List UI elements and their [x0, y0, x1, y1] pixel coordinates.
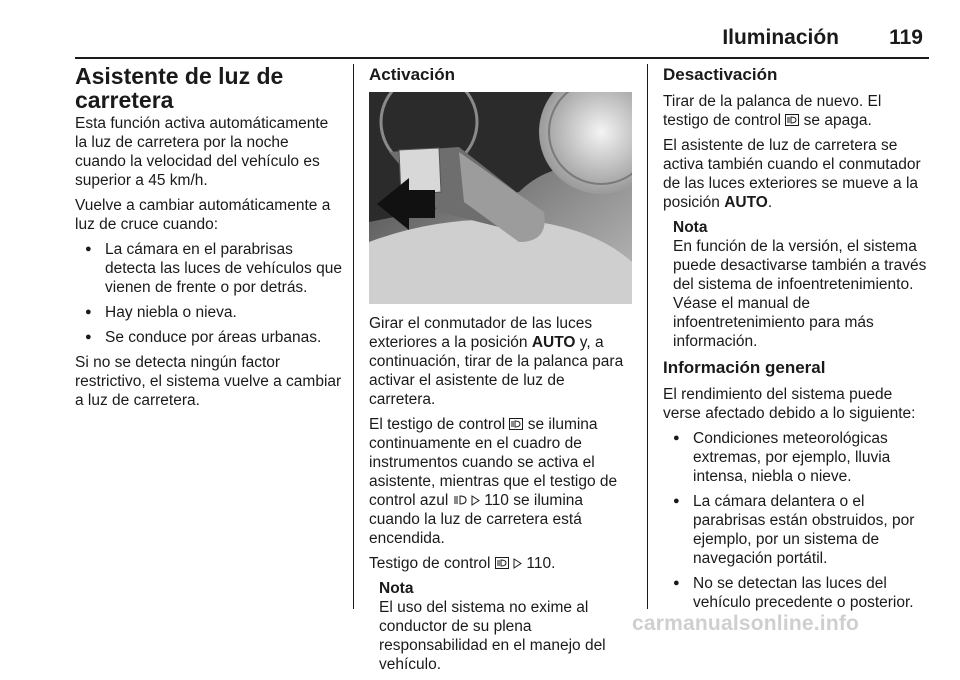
note-heading: Nota [379, 580, 414, 597]
paragraph: Testigo de control 110. [369, 555, 556, 572]
note-text: El uso del sistema no exime al conductor de su plena responsabilidad en el manejo del vehículo. [379, 599, 606, 673]
subsection-heading: Información general [663, 358, 826, 377]
list-item: ● Se conduce por áreas urbanas. [75, 328, 343, 347]
column-divider [353, 64, 354, 609]
cross-reference-icon [513, 558, 522, 569]
auto-position-label: AUTO [724, 194, 768, 211]
high-beam-assist-indicator-icon [785, 114, 799, 126]
paragraph: Girar el conmutador de las luces exteriores a la posición AUTO y, a continuación, tirar de la palanca para activar el asistente de luz de carretera. [369, 315, 624, 408]
light-switch-photo [369, 92, 632, 304]
bullet-list [663, 429, 931, 612]
note-text: En función de la versión, el sistema puede desactivarse también a través del sistema de infoentretenimiento. Véase el manual de infoentretenimiento para más información. [673, 238, 927, 350]
auto-position-label: AUTO [531, 334, 576, 351]
high-beam-assist-indicator-icon [509, 418, 523, 430]
header-rule [75, 57, 929, 59]
page-number: 119 [889, 26, 923, 49]
bullet-list [75, 240, 343, 347]
column-2 [369, 64, 634, 680]
section-heading: Asistente de luz de carretera [75, 63, 284, 113]
page-reference: 110 [484, 492, 509, 509]
paragraph: Tirar de la palanca de nuevo. El testigo de control se apaga. [663, 93, 882, 129]
column-divider [647, 64, 648, 609]
list-item: ● Condiciones meteorológicas extremas, por ejemplo, lluvia intensa, niebla o nieve. [663, 429, 931, 486]
high-beam-indicator-icon [453, 494, 467, 506]
paragraph: Vuelve a cambiar automáticamente a luz de cruce cuando: [75, 197, 331, 233]
list-item: ● Hay niebla o nieva. [75, 303, 343, 322]
subsection-heading: Desactivación [663, 65, 778, 84]
page-reference: 110. [526, 555, 556, 572]
paragraph: Esta función activa automáticamente la luz de carretera por la noche cuando la velocidad del vehículo es superior a 45 km/h. [75, 115, 329, 189]
paragraph: El testigo de control se ilumina continuamente en el cuadro de instrumentos cuando se activa el asistente, mientras que el testigo de control azul 110 se ilumina cuando la luz de carretera está encendida. [369, 416, 618, 547]
high-beam-assist-indicator-icon [495, 557, 509, 569]
note-box [673, 218, 931, 351]
note-heading: Nota [673, 219, 708, 236]
chapter-title: Iluminación [722, 26, 839, 49]
page-header [75, 24, 929, 60]
list-item: ● No se detectan las luces del vehículo precedente o posterior. [663, 574, 931, 612]
paragraph: El rendimiento del sistema puede verse afectado debido a lo siguiente: [663, 386, 916, 422]
subsection-heading: Activación [369, 65, 455, 84]
list-item: ● La cámara delantera o el parabrisas están obstruidos, por ejemplo, por un sistema de navegación portátil. [663, 492, 931, 568]
list-item: ● La cámara en el parabrisas detecta las luces de vehículos que vienen de frente o por detrás. [75, 240, 343, 297]
note-box [379, 579, 634, 674]
paragraph: El asistente de luz de carretera se activa también cuando el conmutador de las luces exteriores se mueve a la posición AUTO. [663, 137, 921, 211]
column-1 [75, 64, 343, 416]
paragraph: Si no se detecta ningún factor restrictivo, el sistema vuelve a cambiar a luz de carretera. [75, 354, 342, 409]
cross-reference-icon [471, 495, 480, 506]
watermark: carmanualsonline.info [632, 612, 860, 635]
column-3 [663, 64, 931, 618]
